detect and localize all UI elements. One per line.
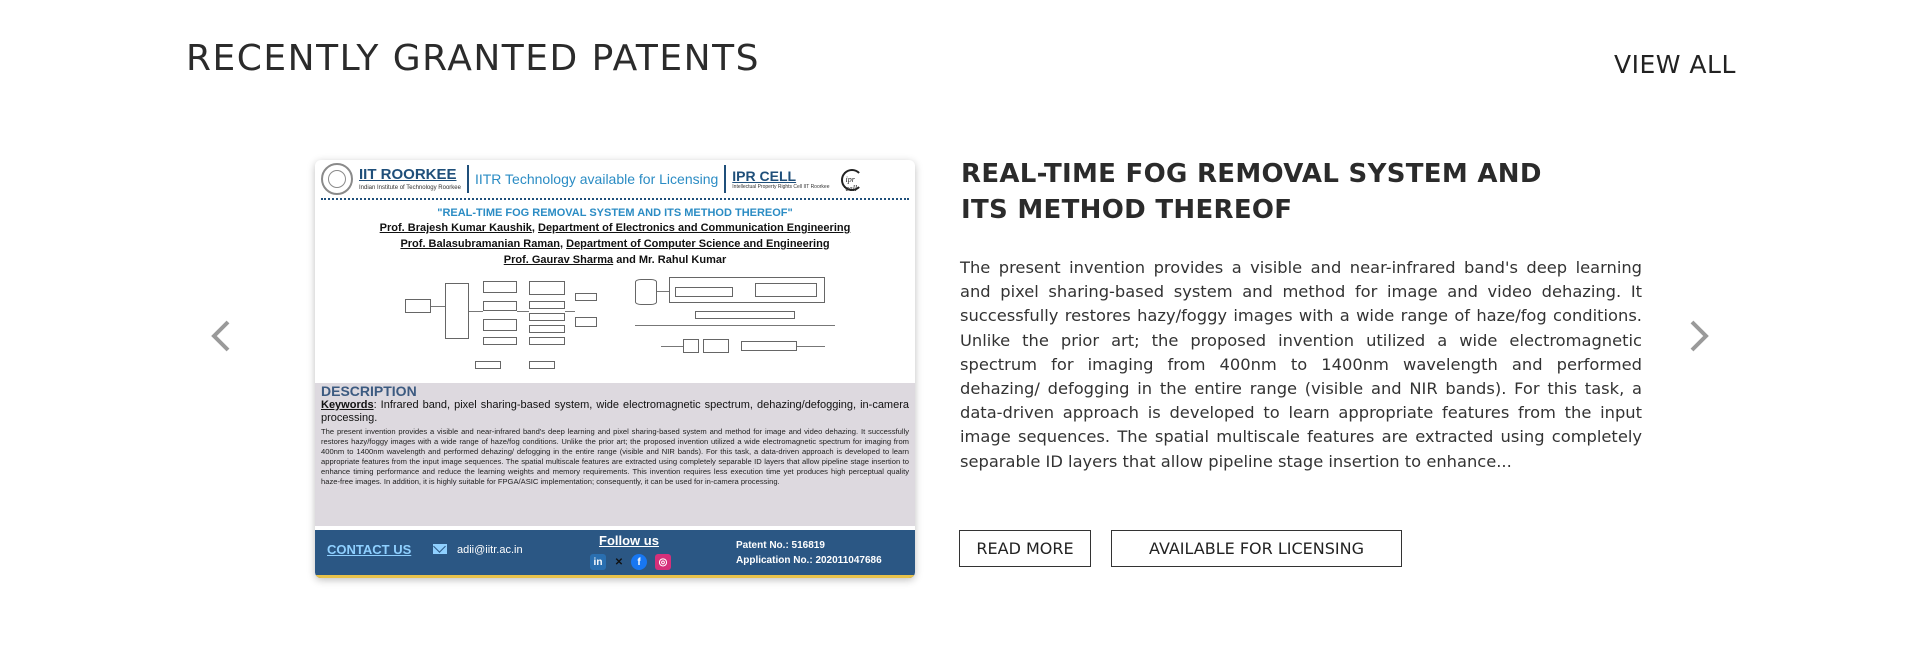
poster-description-text: The present invention provides a visible and near-infrared band's deep learning and pixel sharing-based system and method for image and video dehazing. It successfully restores hazy/foggy images with a wide range of haze/fog conditions. Unlike the prior art; the proposed invention utilized a wide electromagnetic spectrum for imaging from 400nm to 1400nm wavelength and performed dehazing/ defogging in the entire range (visible and NIR bands). For this task, a data-driven approach is developed to learn appropriate features from the input image sequences. The spatial multiscale features are extracted using completely separable ID layers that allow pipeline stage insertion to enhance timing performance and reduce the learning weights and memory requirements. This invention requires less execution time yet produces high perceptual quality haze-free images. In addition, it is highly suitable for FPGA/ASIC implementation; consequently, it can be used for in-camera processing. [321, 427, 909, 486]
system-diagram [405, 271, 845, 383]
divider [467, 165, 469, 193]
poster-footer [315, 530, 915, 578]
author-dept: Department of Computer Science and Engineering [566, 238, 830, 250]
author-name: Prof. Gaurav Sharma [503, 254, 614, 266]
author-name: Prof. Balasubramanian Raman [400, 238, 560, 250]
linkedin-icon: in [590, 554, 606, 570]
read-more-button[interactable]: READ MORE [959, 530, 1091, 567]
keywords-text: : Infrared band, pixel sharing-based system, wide electromagnetic spectrum, dehazing/defogging, in-camera processing. [321, 399, 909, 424]
carousel-prev-button[interactable] [208, 318, 234, 354]
author-rest: and Mr. Rahul Kumar [613, 254, 727, 266]
poster-follow-label: Follow us [599, 533, 659, 548]
chevron-left-icon [208, 318, 234, 354]
poster-title: "REAL-TIME FOG REMOVAL SYSTEM AND ITS METHOD THEREOF" [437, 207, 793, 219]
poster-contact-label: CONTACT US [327, 542, 412, 557]
poster-patent-number: Patent No.: 516819 [736, 540, 825, 551]
mail-icon [433, 544, 447, 554]
patent-poster-image[interactable] [315, 160, 915, 578]
poster-ipr-sub: Intellectual Property Rights Cell IIT Roorkee [732, 183, 830, 190]
patent-summary: The present invention provides a visible and near-infrared band's deep learning and pixel sharing-based system and method for image and video dehazing. It successfully restores hazy/foggy images with a wide range of haze/fog conditions. Unlike the prior art; the proposed invention utilized a wide electromagnetic spectrum for imaging from 400nm to 1400nm wavelength and performed dehazing/ defogging in the entire range (visible and NIR bands). For this task, a data-driven approach is developed to learn appropriate features from the input image sequences. The spatial multiscale features are extracted using completely separable ID layers that allow pipeline stage insertion to enhance... [960, 258, 1642, 471]
poster-keywords [321, 399, 909, 425]
instagram-icon: ◎ [655, 554, 671, 570]
iitr-seal-icon [321, 163, 353, 195]
carousel-next-button[interactable] [1686, 318, 1712, 354]
poster-org-sub: Indian Institute of Technology Roorkee [359, 185, 461, 191]
author-name: Prof. Brajesh Kumar Kaushik [379, 222, 532, 234]
divider [724, 165, 726, 193]
ipr-logo-icon [841, 165, 867, 193]
poster-author-3 [315, 254, 915, 267]
view-all-link[interactable]: VIEW ALL [1614, 50, 1736, 79]
poster-email: adii@iitr.ac.in [457, 544, 523, 556]
patent-title: REAL-TIME FOG REMOVAL SYSTEM AND ITS METHOD THEREOF [961, 159, 1542, 225]
section-title: RECENTLY GRANTED PATENTS [186, 38, 760, 79]
poster-header [315, 160, 915, 198]
facebook-icon: f [631, 554, 647, 570]
author-dept: Department of Electronics and Communication Engineering [538, 222, 851, 234]
poster-author-2: Prof. Balasubramanian Raman, Department of Computer Science and Engineering [400, 238, 830, 250]
keywords-label: Keywords [321, 399, 374, 411]
chevron-right-icon [1686, 318, 1712, 354]
poster-application-number: Application No.: 202011047686 [736, 555, 882, 566]
poster-licensing-text: IITR Technology available for Licensing [474, 171, 719, 187]
dotted-divider [321, 198, 909, 200]
ipr-logo-text: ipr cell [845, 175, 858, 193]
poster-description-heading: DESCRIPTION [321, 383, 417, 399]
poster-description [315, 383, 915, 526]
x-icon: ✕ [614, 556, 624, 568]
poster-ipr-name: IPR CELL [732, 167, 797, 184]
poster-org-name: IIT ROORKEE [359, 166, 457, 183]
available-for-licensing-button[interactable]: AVAILABLE FOR LICENSING [1111, 530, 1402, 567]
poster-author-1: Prof. Brajesh Kumar Kaushik, Department of Electronics and Communication Engineering [379, 222, 851, 234]
